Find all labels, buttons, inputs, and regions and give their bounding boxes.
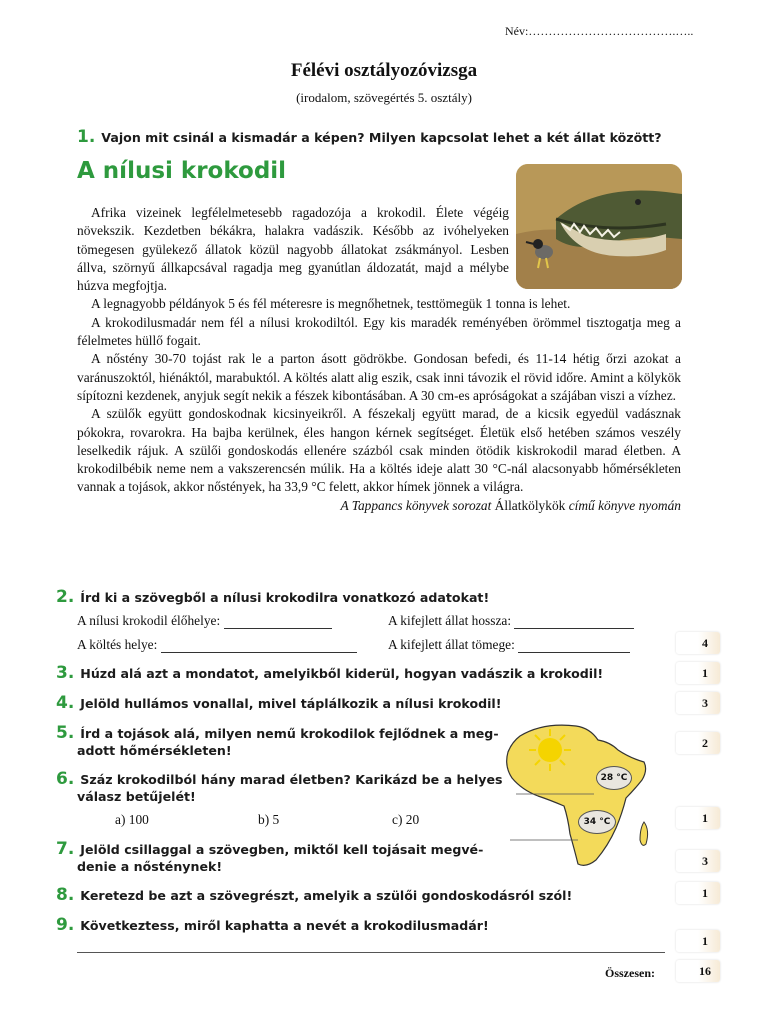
option-c[interactable]: c) 20 xyxy=(392,812,420,827)
question-number: 7. xyxy=(56,839,75,859)
question-6-cont: válasz betűjelét! xyxy=(77,789,196,804)
answer-line[interactable] xyxy=(77,952,665,953)
paragraph-2: A legnagyobb példányok 5 és fél méteresre is megnőhetnek, testtömegük 1 tonna is lehet. xyxy=(91,296,571,312)
question-2 xyxy=(56,588,489,607)
total-label: Összesen: xyxy=(605,966,655,980)
score-box: 1 xyxy=(676,662,720,684)
nest-answer-line[interactable] xyxy=(161,638,357,653)
field-label: A kifejlett állat hossza: xyxy=(388,613,512,628)
question-number: 3. xyxy=(56,663,75,683)
weight-field xyxy=(388,637,630,653)
question-number: 9. xyxy=(56,915,75,935)
question-number: 5. xyxy=(56,723,75,743)
question-8 xyxy=(56,886,572,905)
score-box: 1 xyxy=(676,807,720,829)
score-box: 1 xyxy=(676,930,720,952)
question-text: Jelöld csillaggal a szövegben, miktől kell tojásait megvé- xyxy=(80,842,484,857)
length-field xyxy=(388,613,634,629)
source-part: könyvek sorozat xyxy=(405,497,492,513)
africa-map xyxy=(498,718,668,870)
question-text: Húzd alá azt a mondatot, amelyikből kiderül, hogyan vadászik a krokodil! xyxy=(80,666,604,681)
score-box: 1 xyxy=(676,882,720,904)
score-box: 2 xyxy=(676,732,720,754)
question-text: Vajon mit csinál a kismadár a képen? Milyen kapcsolat lehet a két állat között? xyxy=(101,130,662,145)
score-box: 3 xyxy=(676,850,720,872)
article-heading: A nílusi krokodil xyxy=(77,158,287,184)
question-7-cont: denie a nősténynek! xyxy=(77,859,223,874)
egg-28-label: 28 °C xyxy=(596,766,632,790)
question-number: 6. xyxy=(56,769,75,789)
field-label: A kifejlett állat tömege: xyxy=(388,637,515,652)
question-number: 1. xyxy=(77,127,96,147)
paragraph-1: Afrika vizeinek legfélelmetesebb ragadozója a krokodil. Élete végéig növekszik. Kezdetben békákra, halakra vadászik. Később az ivóhelyeken tömegesen gyülekező állatok közül nagyobb állatokat zsákmányol. Lesben állva, szörnyű állkapcsával ragadja meg gyanútlan áldozatát, majd a mélybe húzva megfojtja. xyxy=(77,205,509,294)
paragraph-4: A nőstény 30-70 tojást rak le a parton ásott gödrökbe. Gondosan befedi, és 11-14 hétig őrzi azokat a varánuszoktól, hiénáktól, marabuktól. A költés alatt alig eszik, csak inni távozik el rövid időre. Amint a kölykök sípítozni kezdenek, anyjuk segít nekik a fészek kibontásában. A 30 cm-es apróságokat a szájában viszi a vízhez. xyxy=(77,351,681,403)
question-number: 2. xyxy=(56,587,75,607)
question-9 xyxy=(56,916,489,935)
option-b[interactable]: b) 5 xyxy=(258,812,280,827)
total-score-box: 16 xyxy=(676,960,720,982)
question-6 xyxy=(56,770,503,789)
source-part: című könyve nyomán xyxy=(568,497,681,513)
question-1 xyxy=(77,128,662,147)
egg-34-label: 34 °C xyxy=(578,810,616,834)
paragraph-3: A krokodilusmadár nem fél a nílusi krokodiltól. Egy kis maradék reményében örömmel tisztogatja meg a félelmetes hüllő fogait. xyxy=(77,314,681,349)
question-text: Következtess, miről kaphatta a nevét a krokodilusmadár! xyxy=(80,918,489,933)
question-4 xyxy=(56,694,502,713)
question-text: Száz krokodilból hány marad életben? Karikázd be a helyes xyxy=(80,772,503,787)
name-field[interactable]: Név:……………………………….….. xyxy=(505,24,694,38)
page-subtitle: (irodalom, szövegértés 5. osztály) xyxy=(296,90,472,105)
question-5-cont: adott hőmérsékleten! xyxy=(77,743,232,758)
option-a[interactable]: a) 100 xyxy=(115,812,149,827)
article-source xyxy=(77,497,681,515)
question-text: Jelöld hullámos vonallal, mivel táplálkozik a nílusi krokodil! xyxy=(80,696,502,711)
habitat-answer-line[interactable] xyxy=(224,614,332,629)
question-5 xyxy=(56,724,499,743)
question-text: Írd a tojások alá, milyen nemű krokodilok fejlődnek a meg- xyxy=(80,726,499,741)
question-number: 4. xyxy=(56,693,75,713)
sun-icon xyxy=(528,728,572,772)
question-text: Írd ki a szövegből a nílusi krokodilra vonatkozó adatokat! xyxy=(80,590,490,605)
weight-answer-line[interactable] xyxy=(518,638,630,653)
score-box: 3 xyxy=(676,692,720,714)
score-box: 4 xyxy=(676,632,720,654)
question-7 xyxy=(56,840,483,859)
field-label: A nílusi krokodil élőhelye: xyxy=(77,613,221,628)
source-part: A Tappancs xyxy=(340,497,406,513)
habitat-field xyxy=(77,613,332,629)
length-answer-line[interactable] xyxy=(514,614,634,629)
paragraph-5: A szülők együtt gondoskodnak kicsinyeikről. A fészekalj együtt marad, de a kicsik egyedül vadásznak pókokra, rovarokra. Ha bajba kerülnek, éles hangon kérnek segítséget. Életük első hetében számos veszély leselkedik rájuk. A szülői gondoskodás ellenére százból csak minden ötödik kiskrokodil marad életben. A krokodilbébik neme nem a vakszerencsén múlik. Ha a költés ideje alatt 30 °C-nál alacsonyabb hőmérsékleten vannak a tojások, akkor nőstények, ha 33,9 °C felett, akkor hímek jönnek a világra. xyxy=(77,406,681,495)
question-number: 8. xyxy=(56,885,75,905)
nest-field xyxy=(77,637,357,653)
field-label: A költés helye: xyxy=(77,637,158,652)
africa-map-graphic xyxy=(498,718,668,870)
question-text: Keretezd be azt a szövegrészt, amelyik a szülői gondoskodásról szól! xyxy=(80,888,573,903)
source-part: Állatkölykök xyxy=(491,497,569,513)
article-body xyxy=(77,204,681,515)
page-title: Félévi osztályozóvizsga xyxy=(290,60,478,81)
question-3 xyxy=(56,664,603,683)
